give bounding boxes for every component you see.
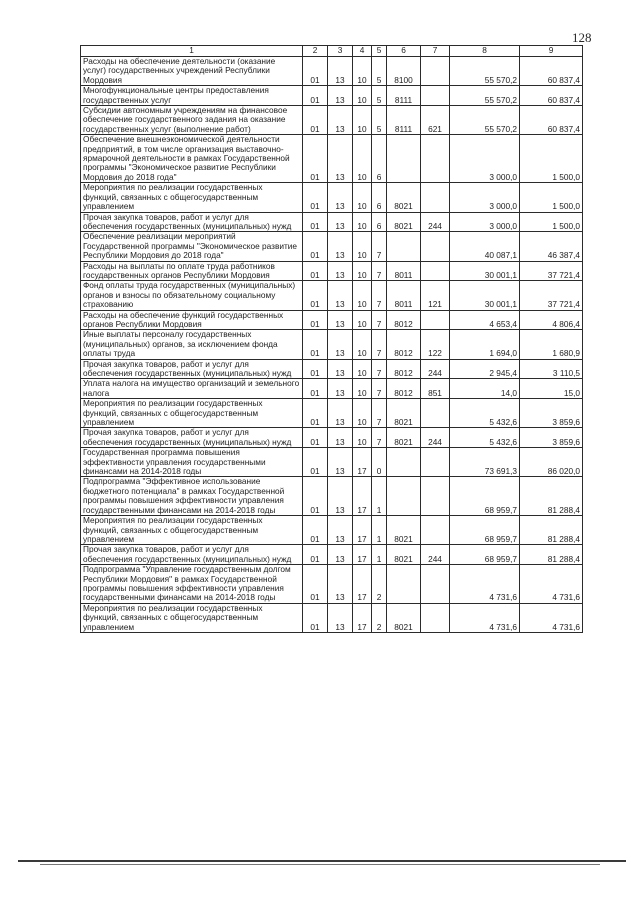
amount-year-1: 3 000,0 <box>450 183 520 212</box>
row-name: Мероприятия по реализации государственных функций, связанных с общегосударственным управлением <box>81 399 303 428</box>
code-direction: 8111 <box>387 106 421 135</box>
amount-year-1: 14,0 <box>450 379 520 399</box>
code-pr: 13 <box>328 106 353 135</box>
amount-year-1: 68 959,7 <box>450 516 520 545</box>
table-row <box>81 106 583 135</box>
code-subprogram: 5 <box>372 57 387 86</box>
code-direction: 8021 <box>387 428 421 448</box>
amount-year-2: 46 387,4 <box>520 232 583 261</box>
col-header-4: 4 <box>353 46 372 57</box>
code-pr: 13 <box>328 232 353 261</box>
code-pr: 13 <box>328 565 353 604</box>
code-subprogram: 1 <box>372 477 387 516</box>
amount-year-2: 60 837,4 <box>520 106 583 135</box>
code-program: 17 <box>353 477 372 516</box>
amount-year-2: 81 288,4 <box>520 477 583 516</box>
table-row <box>81 86 583 106</box>
code-direction: 8021 <box>387 603 421 632</box>
row-name: Иные выплаты персоналу государственных (муниципальных) органов, за исключением фонда оплаты труда <box>81 330 303 359</box>
code-expense-type <box>421 183 450 212</box>
code-subprogram: 7 <box>372 379 387 399</box>
code-program: 10 <box>353 330 372 359</box>
row-name: Уплата налога на имущество организаций и земельного налога <box>81 379 303 399</box>
code-direction: 8021 <box>387 399 421 428</box>
code-pr: 13 <box>328 399 353 428</box>
code-program: 17 <box>353 565 372 604</box>
code-expense-type: 122 <box>421 330 450 359</box>
code-expense-type: 851 <box>421 379 450 399</box>
row-name: Многофункциональные центры предоставления государственных услуг <box>81 86 303 106</box>
code-expense-type: 244 <box>421 359 450 379</box>
amount-year-2: 3 110,5 <box>520 359 583 379</box>
table-row <box>81 232 583 261</box>
row-name: Прочая закупка товаров, работ и услуг для обеспечения государственных (муниципальных) нужд <box>81 428 303 448</box>
code-direction: 8021 <box>387 545 421 565</box>
table-row <box>81 310 583 330</box>
code-rz: 01 <box>303 261 328 281</box>
row-name: Обеспечение внешнеэкономической деятельности предприятий, в том числе организация выставочно-ярмарочной деятельности в рамках Государственной программы "Экономическое развитие Республики Мордовия до 2018 года" <box>81 135 303 183</box>
table-row <box>81 428 583 448</box>
amount-year-1: 55 570,2 <box>450 57 520 86</box>
code-rz: 01 <box>303 310 328 330</box>
code-expense-type <box>421 399 450 428</box>
code-rz: 01 <box>303 516 328 545</box>
amount-year-2: 81 288,4 <box>520 545 583 565</box>
code-subprogram: 5 <box>372 106 387 135</box>
code-subprogram: 7 <box>372 232 387 261</box>
code-rz: 01 <box>303 448 328 477</box>
table-row <box>81 359 583 379</box>
code-rz: 01 <box>303 545 328 565</box>
code-program: 10 <box>353 183 372 212</box>
amount-year-2: 81 288,4 <box>520 516 583 545</box>
code-program: 10 <box>353 135 372 183</box>
table-row <box>81 603 583 632</box>
code-expense-type <box>421 603 450 632</box>
row-name: Прочая закупка товаров, работ и услуг для обеспечения государственных (муниципальных) нужд <box>81 359 303 379</box>
amount-year-2: 1 500,0 <box>520 183 583 212</box>
code-rz: 01 <box>303 183 328 212</box>
code-expense-type <box>421 448 450 477</box>
code-subprogram: 7 <box>372 428 387 448</box>
code-pr: 13 <box>328 428 353 448</box>
row-name: Обеспечение реализации мероприятий Государственной программы "Экономическое развитие Республики Мордовия до 2018 года" <box>81 232 303 261</box>
code-expense-type: 244 <box>421 428 450 448</box>
amount-year-2: 37 721,4 <box>520 261 583 281</box>
table-row <box>81 516 583 545</box>
code-program: 10 <box>353 359 372 379</box>
col-header-1: 1 <box>81 46 303 57</box>
amount-year-2: 1 500,0 <box>520 212 583 232</box>
code-rz: 01 <box>303 281 328 310</box>
code-pr: 13 <box>328 310 353 330</box>
code-subprogram: 5 <box>372 86 387 106</box>
amount-year-2: 60 837,4 <box>520 57 583 86</box>
table-row <box>81 261 583 281</box>
table-row <box>81 477 583 516</box>
row-name: Подпрограмма "Управление государственным долгом Республики Мордовия" в рамках Государственной программы повышения эффективности управления государственными финансами на 2014-2018 годы <box>81 565 303 604</box>
amount-year-1: 30 001,1 <box>450 261 520 281</box>
code-expense-type <box>421 261 450 281</box>
amount-year-2: 1 500,0 <box>520 135 583 183</box>
code-rz: 01 <box>303 399 328 428</box>
amount-year-1: 40 087,1 <box>450 232 520 261</box>
code-pr: 13 <box>328 379 353 399</box>
bottom-rule-thin <box>40 864 600 865</box>
code-rz: 01 <box>303 477 328 516</box>
code-direction <box>387 232 421 261</box>
code-direction: 8012 <box>387 359 421 379</box>
table-row <box>81 545 583 565</box>
col-header-9: 9 <box>520 46 583 57</box>
code-direction: 8021 <box>387 212 421 232</box>
code-expense-type <box>421 516 450 545</box>
col-header-6: 6 <box>387 46 421 57</box>
page-number: 128 <box>572 30 592 45</box>
code-subprogram: 1 <box>372 516 387 545</box>
table-row <box>81 281 583 310</box>
code-program: 10 <box>353 281 372 310</box>
row-name: Мероприятия по реализации государственных функций, связанных с общегосударственным управлением <box>81 603 303 632</box>
code-pr: 13 <box>328 212 353 232</box>
code-pr: 13 <box>328 261 353 281</box>
code-rz: 01 <box>303 565 328 604</box>
amount-year-1: 1 694,0 <box>450 330 520 359</box>
code-pr: 13 <box>328 86 353 106</box>
amount-year-1: 68 959,7 <box>450 477 520 516</box>
code-program: 10 <box>353 106 372 135</box>
row-name: Мероприятия по реализации государственных функций, связанных с общегосударственным управлением <box>81 516 303 545</box>
code-pr: 13 <box>328 477 353 516</box>
col-header-2: 2 <box>303 46 328 57</box>
code-rz: 01 <box>303 428 328 448</box>
table-row <box>81 379 583 399</box>
code-expense-type <box>421 86 450 106</box>
row-name: Субсидии автономным учреждениям на финансовое обеспечение государственного задания на оказание государственных услуг (выполнение работ) <box>81 106 303 135</box>
code-expense-type: 121 <box>421 281 450 310</box>
code-subprogram: 1 <box>372 545 387 565</box>
amount-year-2: 4 806,4 <box>520 310 583 330</box>
code-expense-type <box>421 477 450 516</box>
code-program: 10 <box>353 399 372 428</box>
code-program: 17 <box>353 448 372 477</box>
code-rz: 01 <box>303 232 328 261</box>
code-expense-type <box>421 565 450 604</box>
code-expense-type <box>421 135 450 183</box>
code-pr: 13 <box>328 359 353 379</box>
amount-year-2: 3 859,6 <box>520 428 583 448</box>
table-row <box>81 448 583 477</box>
amount-year-1: 4 731,6 <box>450 565 520 604</box>
code-program: 10 <box>353 57 372 86</box>
row-name: Подпрограмма "Эффективное использование бюджетного потенциала" в рамках Государственной программы повышения эффективности управления государственными финансами на 2014-2018 годы <box>81 477 303 516</box>
amount-year-2: 3 859,6 <box>520 399 583 428</box>
code-expense-type <box>421 232 450 261</box>
code-rz: 01 <box>303 379 328 399</box>
amount-year-2: 15,0 <box>520 379 583 399</box>
code-program: 10 <box>353 310 372 330</box>
amount-year-2: 4 731,6 <box>520 603 583 632</box>
row-name: Прочая закупка товаров, работ и услуг для обеспечения государственных (муниципальных) нужд <box>81 212 303 232</box>
amount-year-2: 37 721,4 <box>520 281 583 310</box>
code-pr: 13 <box>328 330 353 359</box>
code-expense-type <box>421 57 450 86</box>
code-direction <box>387 448 421 477</box>
code-expense-type: 244 <box>421 545 450 565</box>
code-subprogram: 2 <box>372 603 387 632</box>
code-subprogram: 7 <box>372 359 387 379</box>
row-name: Прочая закупка товаров, работ и услуг для обеспечения государственных (муниципальных) нужд <box>81 545 303 565</box>
amount-year-1: 55 570,2 <box>450 86 520 106</box>
code-expense-type: 244 <box>421 212 450 232</box>
col-header-5: 5 <box>372 46 387 57</box>
code-program: 10 <box>353 379 372 399</box>
code-pr: 13 <box>328 603 353 632</box>
amount-year-1: 4 653,4 <box>450 310 520 330</box>
row-name: Фонд оплаты труда государственных (муниципальных) органов и взносы по обязательному социальному страхованию <box>81 281 303 310</box>
code-direction: 8012 <box>387 330 421 359</box>
amount-year-1: 2 945,4 <box>450 359 520 379</box>
amount-year-1: 5 432,6 <box>450 428 520 448</box>
code-direction: 8011 <box>387 281 421 310</box>
code-subprogram: 7 <box>372 310 387 330</box>
code-direction: 8111 <box>387 86 421 106</box>
code-program: 17 <box>353 516 372 545</box>
code-expense-type <box>421 310 450 330</box>
col-header-7: 7 <box>421 46 450 57</box>
budget-table <box>80 45 583 633</box>
code-subprogram: 6 <box>372 135 387 183</box>
code-direction: 8021 <box>387 183 421 212</box>
code-rz: 01 <box>303 86 328 106</box>
table-row <box>81 212 583 232</box>
code-pr: 13 <box>328 281 353 310</box>
code-rz: 01 <box>303 106 328 135</box>
code-direction: 8012 <box>387 379 421 399</box>
col-header-8: 8 <box>450 46 520 57</box>
code-rz: 01 <box>303 359 328 379</box>
table-header-row <box>81 46 583 57</box>
code-direction <box>387 477 421 516</box>
amount-year-2: 4 731,6 <box>520 565 583 604</box>
code-pr: 13 <box>328 57 353 86</box>
code-rz: 01 <box>303 57 328 86</box>
amount-year-1: 4 731,6 <box>450 603 520 632</box>
code-subprogram: 2 <box>372 565 387 604</box>
row-name: Мероприятия по реализации государственных функций, связанных с общегосударственным управлением <box>81 183 303 212</box>
code-program: 10 <box>353 232 372 261</box>
code-rz: 01 <box>303 603 328 632</box>
amount-year-2: 60 837,4 <box>520 86 583 106</box>
code-rz: 01 <box>303 135 328 183</box>
row-name: Расходы на выплаты по оплате труда работников государственных органов Республики Мордовия <box>81 261 303 281</box>
code-rz: 01 <box>303 212 328 232</box>
code-pr: 13 <box>328 448 353 477</box>
table-row <box>81 399 583 428</box>
code-subprogram: 7 <box>372 281 387 310</box>
amount-year-1: 55 570,2 <box>450 106 520 135</box>
row-name: Государственная программа повышения эффективности управления государственными финансами на 2014-2018 годы <box>81 448 303 477</box>
code-subprogram: 0 <box>372 448 387 477</box>
amount-year-2: 1 680,9 <box>520 330 583 359</box>
code-program: 17 <box>353 545 372 565</box>
code-pr: 13 <box>328 545 353 565</box>
code-program: 17 <box>353 603 372 632</box>
code-direction: 8100 <box>387 57 421 86</box>
amount-year-1: 5 432,6 <box>450 399 520 428</box>
amount-year-1: 30 001,1 <box>450 281 520 310</box>
row-name: Расходы на обеспечение функций государственных органов Республики Мордовия <box>81 310 303 330</box>
table-row <box>81 135 583 183</box>
code-subprogram: 6 <box>372 212 387 232</box>
code-program: 10 <box>353 212 372 232</box>
table-row <box>81 565 583 604</box>
amount-year-2: 86 020,0 <box>520 448 583 477</box>
code-pr: 13 <box>328 135 353 183</box>
code-program: 10 <box>353 261 372 281</box>
table-row <box>81 183 583 212</box>
amount-year-1: 3 000,0 <box>450 212 520 232</box>
code-expense-type: 621 <box>421 106 450 135</box>
row-name: Расходы на обеспечение деятельности (оказание услуг) государственных учреждений Республики Мордовия <box>81 57 303 86</box>
code-pr: 13 <box>328 183 353 212</box>
amount-year-1: 73 691,3 <box>450 448 520 477</box>
code-direction <box>387 565 421 604</box>
code-direction <box>387 135 421 183</box>
code-rz: 01 <box>303 330 328 359</box>
code-program: 10 <box>353 86 372 106</box>
amount-year-1: 68 959,7 <box>450 545 520 565</box>
bottom-rule <box>18 860 626 862</box>
col-header-3: 3 <box>328 46 353 57</box>
code-subprogram: 7 <box>372 330 387 359</box>
code-direction: 8011 <box>387 261 421 281</box>
code-program: 10 <box>353 428 372 448</box>
code-subprogram: 7 <box>372 261 387 281</box>
table-row <box>81 57 583 86</box>
table-row <box>81 330 583 359</box>
code-direction: 8021 <box>387 516 421 545</box>
code-subprogram: 7 <box>372 399 387 428</box>
code-subprogram: 6 <box>372 183 387 212</box>
code-pr: 13 <box>328 516 353 545</box>
amount-year-1: 3 000,0 <box>450 135 520 183</box>
code-direction: 8012 <box>387 310 421 330</box>
